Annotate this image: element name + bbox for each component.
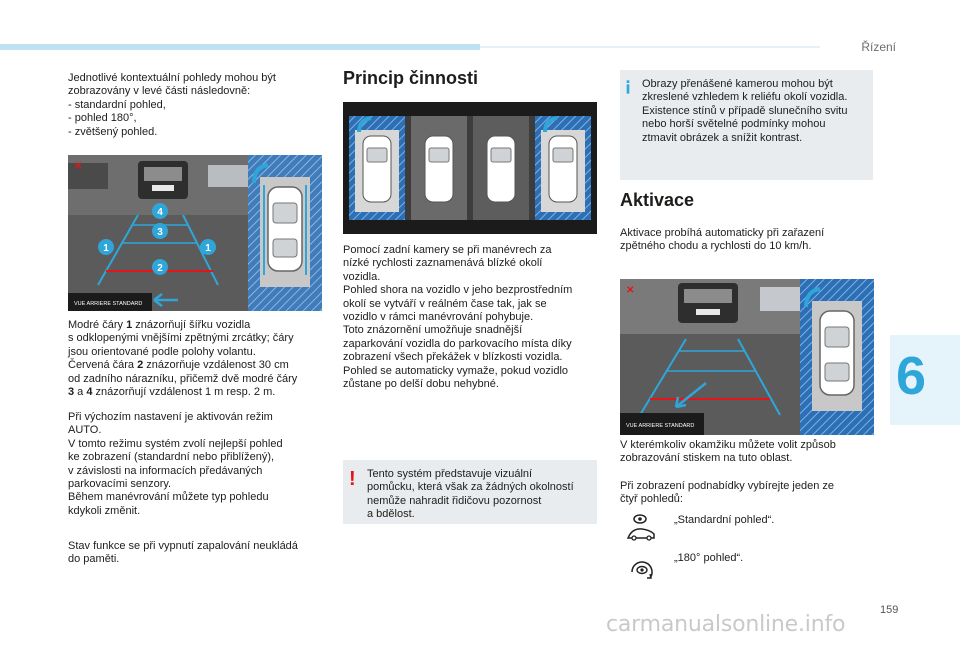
info-text [642,78,870,145]
text-line: Aktivace probíhá automaticky při zařazení [620,227,825,239]
standard-view-icon [624,512,660,542]
text-line: Pohled shora na vozidlo v jeho bezprostředním [343,284,573,297]
screen-label: VUE ARRIERE STANDARD [74,301,143,307]
text-line: Obrazy přenášené kamerou mohou být [642,78,833,90]
text-line: parkovacími senzory. [68,478,172,491]
info-icon [626,78,630,96]
text-line: čtyř pohledů: [620,493,683,506]
chapter-number: 6 [896,346,927,406]
heading-aktivace: Aktivace [620,190,695,210]
header-bar-thin [480,46,820,48]
text-line: Pomocí zadní kamery se při manévrech za [343,244,552,256]
submenu-text [620,480,875,507]
text-line: nebo horší světelné podmínky mohou [642,118,826,131]
marker-2: 2 [157,263,163,274]
page-number: 159 [880,604,899,616]
view-switch-text [620,439,875,466]
activation-text [620,227,875,254]
view-180-icon [628,556,656,584]
text-line: - pohled 180°, [68,112,137,125]
text-line: ztmavit obrázek a snížit kontrast. [642,131,803,144]
text-line: Tento systém představuje vizuální [367,468,533,480]
camera-screen-activation [620,279,874,435]
text-line: Toto znázornění umožňuje snadnější [343,324,523,337]
text-line: vozidla. [343,270,381,283]
text-line: 3 a 4 znázorňují vzdálenost 1 m resp. 2 m. [68,386,276,399]
principle-body-text [343,244,608,391]
text-line: zobrazení všech překážek v blízkosti vozidla. [343,351,563,364]
warning-text [367,468,593,522]
text-line: nemůže nahradit řidičovu pozornost [367,494,542,507]
text-line: okolí se vytváří v reálném čase tak, jak se [343,297,547,310]
lines-description [68,319,338,399]
watermark: carmanualsonline.info [606,612,846,637]
text-line: Při výchozím nastavení je aktivován režim [68,411,273,423]
text-line: s odklopenými vnějšími zpětnými zrcátky; čáry [68,332,294,345]
text-line: vozidlo v rámci manévrování pohybuje. [343,311,534,324]
text-line: do paměti. [68,553,120,566]
text-line: zobrazovány v levé části následovně: [68,85,251,98]
heading-princip: Princip činnosti [343,68,479,88]
screen-label: VUE ARRIERE STANDARD [626,423,695,429]
text-line: - standardní pohled, [68,98,166,111]
marker-4: 4 [157,207,163,218]
text-line: a bdělost. [367,508,415,521]
text-line: AUTO. [68,424,102,437]
camera-screen-standard [68,155,322,311]
text-line: v závislosti na informacích předávaných [68,464,263,477]
option-180: „180° pohled“. [674,552,744,564]
camera-sequence-image [343,102,597,234]
header-bar [0,44,480,50]
text-line: Stav funkce se při vypnutí zapalování neukládá [68,540,298,552]
warning-box [343,460,597,524]
marker-1-right: 1 [205,243,211,254]
intro-text [68,72,338,139]
close-icon: ✕ [74,161,83,172]
option-standard: „Standardní pohled“. [674,514,775,526]
text-line: zkreslené vzhledem k reliéfu okolí vozidla. [642,91,848,104]
text-line: jsou orientované podle polohy volantu. [68,345,256,358]
text-line: Při zobrazení podnabídky vybírejte jeden ze [620,480,835,492]
text-line: V tomto režimu systém zvolí nejlepší pohled [68,437,283,450]
text-line: Existence stínů v případě slunečního svitu [642,104,848,117]
close-icon: ✕ [626,285,635,296]
text-line: od zadního nárazníku, přičemž dvě modré čáry [68,372,298,385]
warning-icon: ! [349,468,356,490]
marker-1-left: 1 [103,243,109,254]
text-line: zaparkování vozidla do parkovacího místa díky [343,337,572,350]
text-line: zpětného chodu a rychlosti do 10 km/h. [620,240,812,253]
text-line: - zvětšený pohled. [68,125,158,138]
text-line: Jednotlivé kontextuální pohledy mohou být [68,72,276,84]
text-line: zůstane po delší dobu nehybné. [343,378,499,391]
text-line: ke zobrazení (standardní nebo přiblížený), [68,451,275,464]
text-line: Červená čára 2 znázorňuje vzdálenost 30 cm [68,359,289,372]
text-line: nízké rychlosti zaznamenává blízké okolí [343,257,543,270]
text-line: Pohled se automaticky vymaže, pokud vozidlo [343,364,569,377]
info-box [620,70,873,180]
text-line: Během manévrování můžete typ pohledu [68,491,269,504]
camera-view-graphic-2 [620,279,874,435]
auto-mode-text [68,411,338,518]
text-line: Modré čáry 1 znázorňují šířku vozidla [68,319,251,331]
top-view-sequence [343,102,597,234]
camera-view-graphic [68,155,322,311]
text-line: V kterémkoliv okamžiku můžete volit způsob [620,439,836,451]
text-line: zobrazování stiskem na tuto oblast. [620,452,793,465]
memory-note-text [68,540,338,567]
marker-3: 3 [157,227,163,238]
text-line: kdykoli změnit. [68,504,141,517]
text-line: pomůcku, která však za žádných okolností [367,481,574,494]
section-title: Řízení [861,40,896,54]
